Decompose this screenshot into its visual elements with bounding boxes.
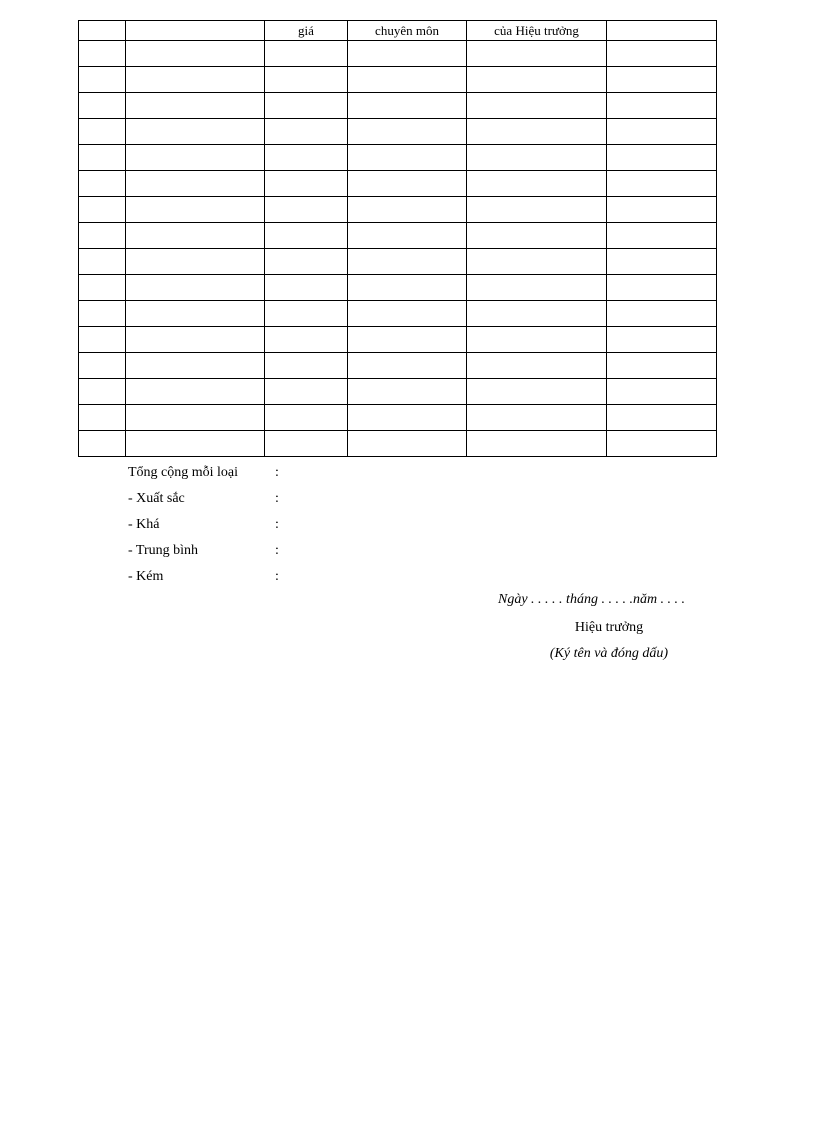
- table-cell: [79, 405, 126, 431]
- table-cell: [607, 93, 717, 119]
- table-cell: [79, 223, 126, 249]
- summary-colon: :: [275, 569, 279, 584]
- table-row: [79, 275, 717, 301]
- table-cell: [607, 223, 717, 249]
- summary-label: - Xuất sắc: [128, 491, 185, 506]
- table-cell: [607, 353, 717, 379]
- table-cell: [348, 171, 467, 197]
- table-cell: [265, 327, 348, 353]
- table-cell: [126, 353, 265, 379]
- signer-title: Hiệu trưởng: [574, 620, 644, 635]
- summary-colon: :: [275, 465, 279, 480]
- table-row: [79, 301, 717, 327]
- table-cell: [126, 405, 265, 431]
- table-cell: [348, 223, 467, 249]
- table-cell: [348, 301, 467, 327]
- table-cell: [467, 197, 607, 223]
- table-cell: [467, 119, 607, 145]
- table-cell: [79, 41, 126, 67]
- table-cell: [126, 41, 265, 67]
- table-cell: [607, 379, 717, 405]
- table-cell: [607, 171, 717, 197]
- table-cell: [607, 197, 717, 223]
- table-cell: [348, 249, 467, 275]
- table-cell: [607, 275, 717, 301]
- table-cell: [126, 275, 265, 301]
- table-row: [79, 145, 717, 171]
- table-cell: [607, 301, 717, 327]
- table-cell: [126, 171, 265, 197]
- table-cell: [126, 301, 265, 327]
- summary-label: - Kém: [128, 569, 164, 584]
- summary-colon: :: [275, 543, 279, 558]
- table-cell: [126, 223, 265, 249]
- header-cell-hieu-truong: của Hiệu trưởng: [467, 21, 607, 41]
- table-row: [79, 93, 717, 119]
- table-cell: [607, 41, 717, 67]
- summary-label: Tổng cộng mỗi loại: [128, 465, 239, 480]
- table-cell: [348, 275, 467, 301]
- table-cell: [348, 405, 467, 431]
- table-row: [79, 119, 717, 145]
- header-cell: [607, 21, 717, 41]
- table-cell: [265, 405, 348, 431]
- table-row: [79, 405, 717, 431]
- table-row: [79, 67, 717, 93]
- table-cell: [467, 145, 607, 171]
- table-cell: [467, 171, 607, 197]
- table-cell: [607, 119, 717, 145]
- table-cell: [607, 67, 717, 93]
- summary-label: - Khá: [128, 517, 160, 532]
- table-cell: [467, 353, 607, 379]
- table-cell: [265, 379, 348, 405]
- table-cell: [265, 249, 348, 275]
- table-row: [79, 223, 717, 249]
- table-cell: [467, 327, 607, 353]
- table-cell: [79, 249, 126, 275]
- table-row: [79, 171, 717, 197]
- table-cell: [126, 197, 265, 223]
- table-row: [79, 197, 717, 223]
- table-row: [79, 249, 717, 275]
- table-cell: [265, 353, 348, 379]
- table-cell: [126, 249, 265, 275]
- table-cell: [348, 119, 467, 145]
- table-cell: [265, 67, 348, 93]
- header-cell: [79, 21, 126, 41]
- table-cell: [607, 431, 717, 457]
- table-cell: [79, 379, 126, 405]
- table-cell: [126, 379, 265, 405]
- table-cell: [467, 301, 607, 327]
- table-cell: [607, 327, 717, 353]
- table-cell: [79, 275, 126, 301]
- table-cell: [265, 171, 348, 197]
- table-cell: [126, 67, 265, 93]
- table-cell: [348, 41, 467, 67]
- table-row: [79, 41, 717, 67]
- summary-label: - Trung bình: [128, 543, 199, 558]
- table-cell: [607, 405, 717, 431]
- table-row: [79, 379, 717, 405]
- table-cell: [467, 431, 607, 457]
- table-cell: [348, 197, 467, 223]
- table-row: [79, 327, 717, 353]
- evaluation-table: [78, 20, 717, 457]
- table-cell: [467, 93, 607, 119]
- table-cell: [467, 379, 607, 405]
- summary-colon: :: [275, 517, 279, 532]
- table-cell: [467, 67, 607, 93]
- header-cell: [126, 21, 265, 41]
- table-cell: [79, 353, 126, 379]
- table-cell: [265, 275, 348, 301]
- table-cell: [79, 301, 126, 327]
- table-cell: [79, 67, 126, 93]
- table-cell: [126, 327, 265, 353]
- table-cell: [467, 405, 607, 431]
- table-cell: [467, 275, 607, 301]
- table-header-row: [79, 21, 717, 41]
- summary-list: [128, 462, 428, 592]
- date-line: Ngày . . . . . tháng . . . . .năm . . . .: [498, 592, 686, 607]
- table-cell: [79, 93, 126, 119]
- table-cell: [265, 223, 348, 249]
- table-cell: [348, 353, 467, 379]
- summary-total: [128, 462, 428, 488]
- table-cell: [265, 145, 348, 171]
- summary-colon: :: [275, 491, 279, 506]
- table-cell: [348, 67, 467, 93]
- summary-average: [128, 540, 428, 566]
- table-cell: [265, 119, 348, 145]
- header-cell-gia: giá: [265, 21, 348, 41]
- table-cell: [265, 431, 348, 457]
- table-cell: [607, 145, 717, 171]
- table-cell: [79, 145, 126, 171]
- table-cell: [126, 119, 265, 145]
- table-cell: [79, 171, 126, 197]
- table-cell: [348, 379, 467, 405]
- table-cell: [79, 431, 126, 457]
- table-cell: [126, 145, 265, 171]
- table-row: [79, 431, 717, 457]
- table-cell: [265, 301, 348, 327]
- table-cell: [348, 93, 467, 119]
- table-cell: [467, 223, 607, 249]
- table-cell: [265, 93, 348, 119]
- table-cell: [126, 93, 265, 119]
- table-cell: [79, 327, 126, 353]
- table-row: [79, 353, 717, 379]
- table-cell: [126, 431, 265, 457]
- table-cell: [348, 431, 467, 457]
- table-cell: [607, 249, 717, 275]
- table-cell: [265, 41, 348, 67]
- table-cell: [79, 197, 126, 223]
- table-cell: [79, 119, 126, 145]
- summary-poor: [128, 566, 428, 592]
- signature-note: (Ký tên và đóng dấu): [549, 646, 669, 661]
- table-cell: [348, 145, 467, 171]
- summary-excellent: [128, 488, 428, 514]
- table-cell: [265, 197, 348, 223]
- table-cell: [348, 327, 467, 353]
- table-cell: [467, 249, 607, 275]
- summary-good: [128, 514, 428, 540]
- header-cell-chuyen-mon: chuyên môn: [348, 21, 467, 41]
- table-cell: [467, 41, 607, 67]
